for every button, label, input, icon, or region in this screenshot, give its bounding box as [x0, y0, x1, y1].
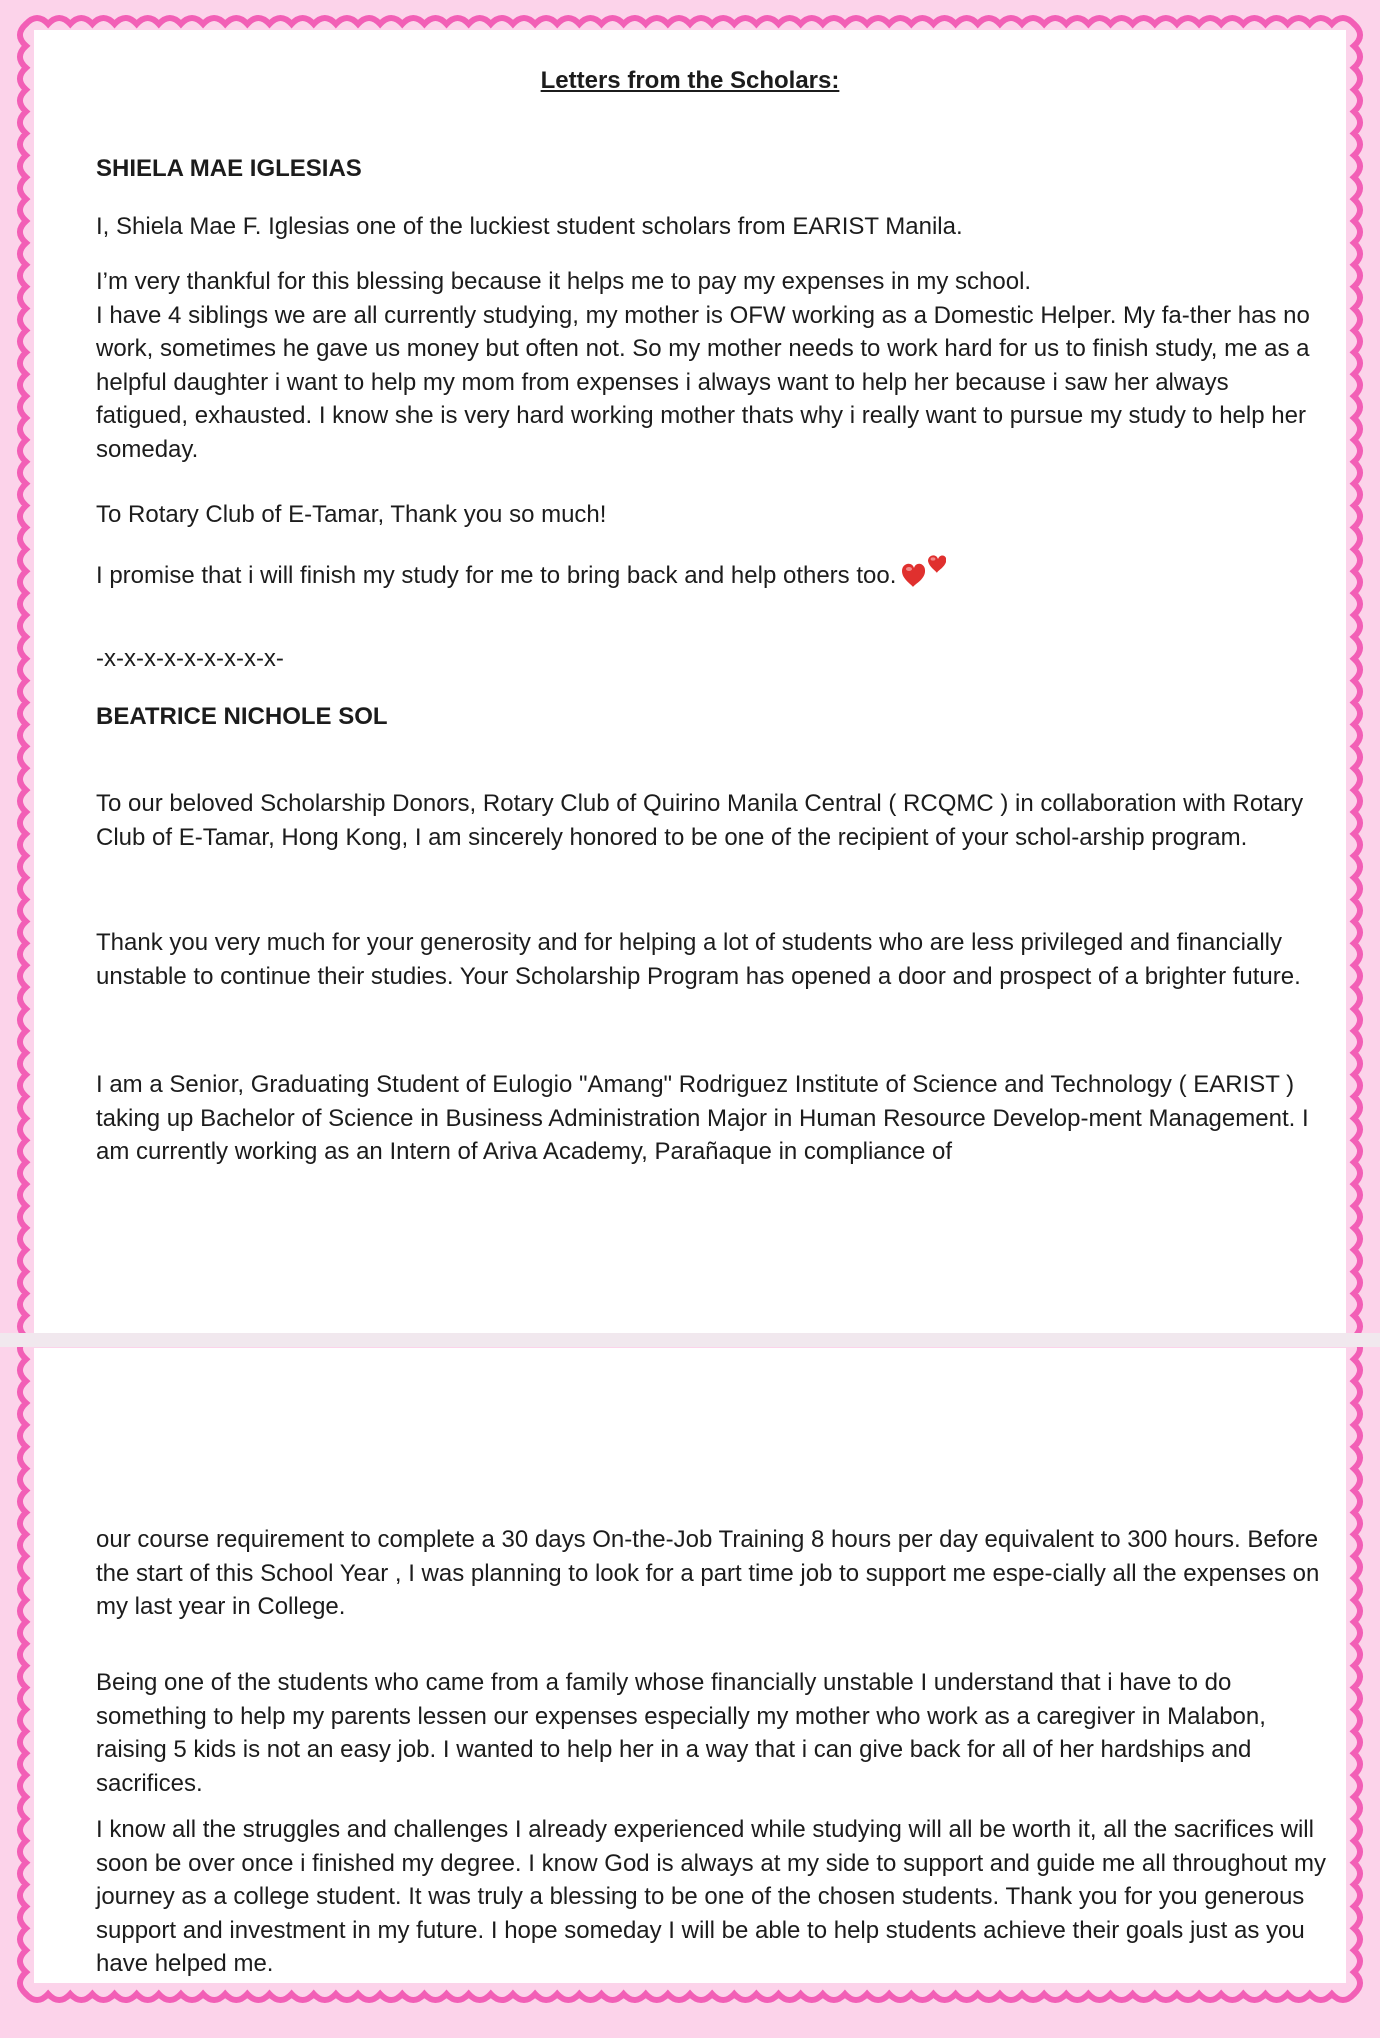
letter1-body-line1: I’m very thankful for this blessing because it helps me to pay my expenses in my school. — [96, 268, 1032, 295]
page-title: Letters from the Scholars: — [540, 67, 840, 94]
letter1-promise: I promise that i will finish my study for me to bring back and help others too. — [96, 562, 897, 590]
letter2-paragraph-5: I know all the struggles and challenges I already experienced while studying will all be worth it, all the sacrifices will soon be over once i finished my degree. I know God is always at my side to support and guide me all throughout my journey as a college student. It was truly a blessing to be one of the chosen students. Thank you for you generous support and investment in my future. I hope someday I will be able to help students achieve their goals just as you have helped me. — [96, 1816, 1326, 1977]
letter2-paragraph-4: Being one of the students who came from a family whose financially unstable I understand that i have to do something to help my parents lessen our expenses especially my mother who work as a caregiver in Malabon, raising 5 kids is not an easy job. I wanted to help her in a way that i can give back for all of her hardships and sacrifices. — [96, 1669, 1266, 1797]
scholar-name-2: BEATRICE NICHOLE SOL — [96, 703, 388, 730]
letter1-thanks: To Rotary Club of E-Tamar, Thank you so much! — [96, 501, 607, 528]
document-page-1 — [34, 30, 1346, 1335]
letter-separator: -x-x-x-x-x-x-x-x-x- — [96, 645, 284, 672]
page-break — [0, 1333, 1380, 1347]
letter2-paragraph-2: Thank you very much for your generosity and for helping a lot of students who are less privileged and financially unstable to continue their studies. Your Scholarship Program has opened a door and prospect of a brighter future. — [96, 929, 1301, 990]
letter1-body: I have 4 siblings we are all currently studying, my mother is OFW working as a Domestic Helper. My fa-ther has no work, sometimes he gave us money but often not. So my mother needs to work hard for us to finish study, me as a helpful daughter i want to help my mom from expenses i always want to help her because i saw her always fatigued, exhausted. I know she is very hard working mother thats why i really want to pursue my study to help her someday. — [96, 301, 1310, 463]
letter2-paragraph-1: To our beloved Scholarship Donors, Rotary Club of Quirino Manila Central ( RCQMC ) in collaboration with Rotary Club of E-Tamar, Hong Kong, I am sincerely honored to be one of the recipient of your schol-arship program. — [96, 790, 1304, 851]
two-hearts-icon — [900, 547, 946, 607]
letter2-paragraph-3b: our course requirement to complete a 30 days On-the-Job Training 8 hours per day equivalent to 300 hours. Before the start of this School Year , I was planning to look for a part time job to support me espe-cially all the expenses on my last year in College. — [96, 1526, 1320, 1620]
document-page-2 — [34, 1348, 1346, 1983]
letter2-paragraph-3a: I am a Senior, Graduating Student of Eulogio "Amang" Rodriguez Institute of Science and Technology ( EARIST ) taking up Bachelor of Science in Business Administration Major in Human Resource Develop-ment Management. I am currently working as an Intern of Ariva Academy, Parañaque in compliance of — [96, 1071, 1309, 1165]
scholar-name-1: SHIELA MAE IGLESIAS — [96, 155, 362, 182]
letter1-intro: I, Shiela Mae F. Iglesias one of the luckiest student scholars from EARIST Manila. — [96, 213, 963, 240]
